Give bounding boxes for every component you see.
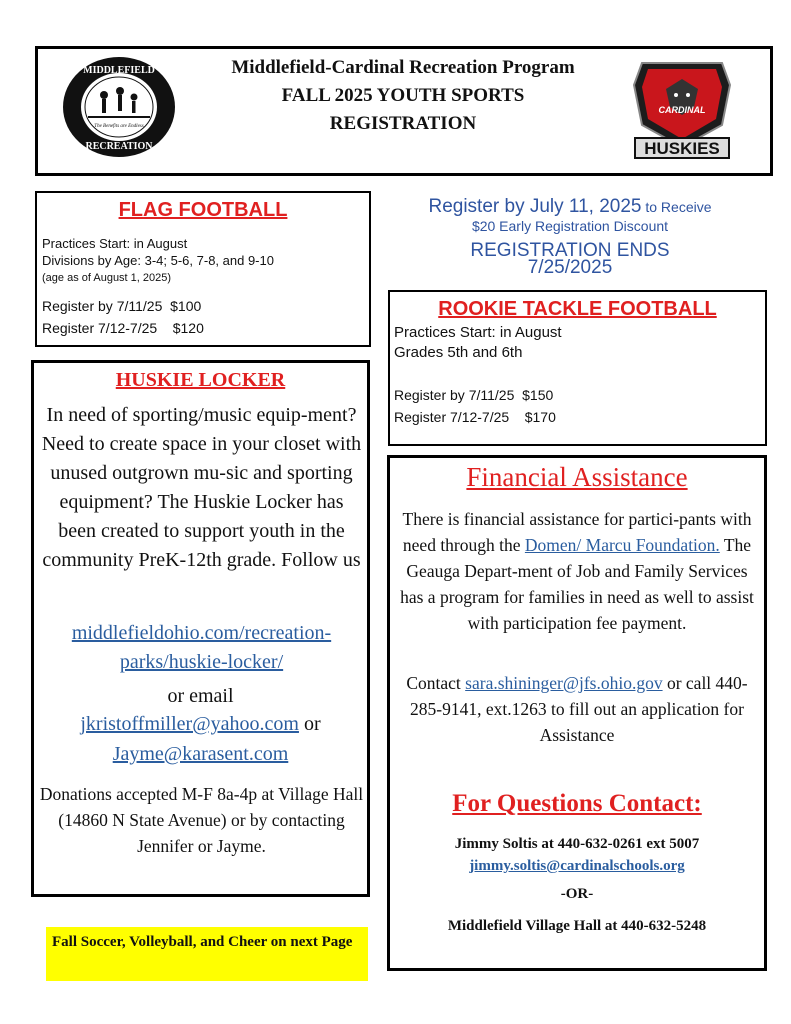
flag-football-price-early: Register by 7/11/25 $100 [42,298,202,314]
middlefield-recreation-logo [60,55,178,159]
contact-jimmy: Jimmy Soltis at 440-632-0261 ext 5007 [454,836,700,852]
financial-assistance-text: There is financial assistance for partici-pants with need through the Domen/ Marcu Foundation. The Geauga Depart-ment of Job and Family Services has a program for families in need as well to assist with participation fee payment. [400,509,754,633]
flag-football-age-note: (age as of August 1, 2025) [42,272,172,284]
email-jayme[interactable]: Jayme@karasent.com [112,743,289,765]
registration-ends: REGISTRATION ENDS [470,240,670,261]
flag-football-divisions: Divisions by Age: 3-4; 5-6, 7-8, and 9-10 [42,253,274,268]
register-promo-deadline: Register by July 11, 2025 to Receive [428,196,712,217]
or-email-label: or email [167,685,234,707]
email-line [34,713,367,736]
huskie-locker-description: In need of sporting/music equip-ment? Need to create space in your closet with unused outgrown mu-sic and sporting equipment? The Huskie Locker has been created to support youth in the community PreK-12th grade. Follow us [41,404,362,571]
financial-assistance-title: Financial Assistance [466,462,688,492]
financial-assistance-box [387,455,767,971]
header-title-line1: Middlefield-Cardinal Recreation Program [231,57,575,78]
flag-football-title: FLAG FOOTBALL [118,199,288,221]
next-page-note: Fall Soccer, Volleyball, and Cheer on next Page [46,927,368,981]
domen-marcu-link[interactable]: Domen/ Marcu Foundation. [524,535,720,555]
header-title-line2: FALL 2025 YOUTH SPORTS [281,85,525,106]
financial-contact-text: Contact sara.shininger@jfs.ohio.gov or call 440-285-9141, ext.1263 to fill out an application for Assistance [406,673,748,745]
register-promo-discount: $20 Early Registration Discount [471,218,669,234]
questions-title: For Questions Contact: [452,790,702,817]
register-promo [380,196,760,276]
sara-email-link[interactable]: sara.shininger@jfs.ohio.gov [465,673,663,693]
huskie-locker-box [31,360,370,897]
flag-football-price-late: Register 7/12-7/25 $120 [42,320,204,336]
svg-text:CARDINAL: CARDINAL [658,105,706,115]
huskie-locker-link[interactable]: middlefieldohio.com/recreation-parks/huskie-locker/ [71,622,332,673]
rookie-tackle-title: ROOKIE TACKLE FOOTBALL [438,298,717,320]
email-jkristoffmiller[interactable]: jkristoffmiller@yahoo.com [80,713,299,735]
contact-village-hall: Middlefield Village Hall at 440-632-5248 [447,918,707,934]
rookie-grades: Grades 5th and 6th [394,344,523,361]
cardinal-huskies-logo [626,55,738,165]
flag-football-practices: Practices Start: in August [42,236,188,251]
or-text: or [298,713,321,735]
rookie-price-late: Register 7/12-7/25 $170 [394,409,556,425]
huskie-locker-title: HUSKIE LOCKER [115,369,286,391]
svg-text:HUSKIES: HUSKIES [644,139,720,158]
jimmy-email-link[interactable]: jimmy.soltis@cardinalschools.org [469,858,685,874]
svg-text:The Benefits are Endless: The Benefits are Endless [94,124,144,129]
rookie-practices: Practices Start: in August [394,324,562,341]
donations-info: Donations accepted M-F 8a-4p at Village Hall (14860 N State Avenue) or by contacting Jennifer or Jayme. [39,784,364,856]
header-box [35,46,773,176]
svg-text:MIDDLEFIELD: MIDDLEFIELD [83,65,155,76]
rookie-tackle-box [388,290,767,446]
flag-football-box [35,191,371,347]
registration-ends-date: 7/25/2025 [527,257,613,278]
rookie-price-early: Register by 7/11/25 $150 [394,387,554,403]
svg-text:RECREATION: RECREATION [85,141,153,152]
or-separator: -OR- [560,886,594,902]
header-title-line3: REGISTRATION [329,113,477,134]
